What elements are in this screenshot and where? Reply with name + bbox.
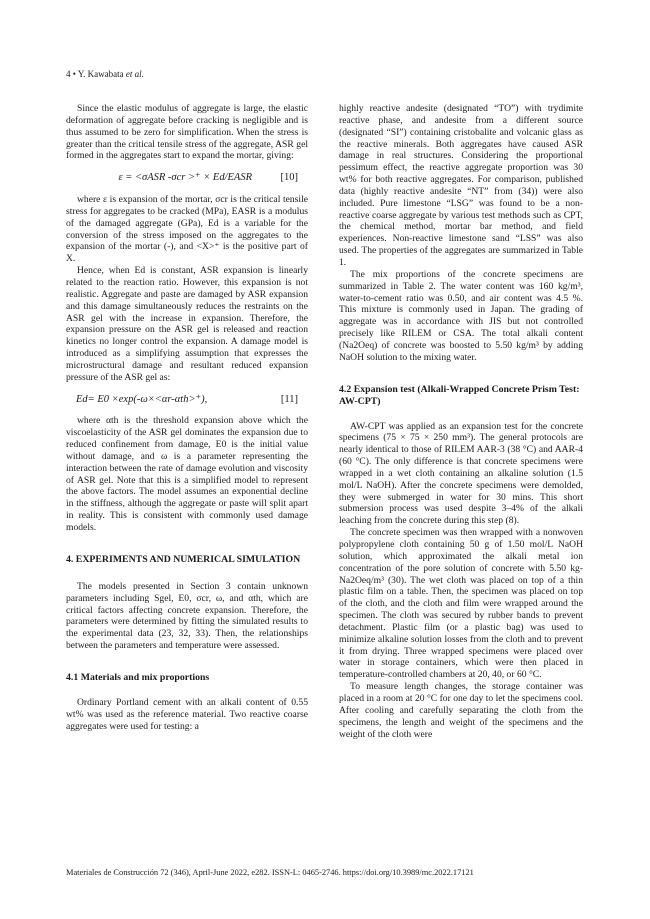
page-footer: Materiales de Construcción 72 (346), April-June 2022, e282. ISSN-L: 0465-2746. https://doi.org/10.3989/mc.2022.17121 <box>66 868 474 877</box>
left-column <box>66 103 308 732</box>
paragraph: Hence, when Ed is constant, ASR expansion is linearly related to the reaction ratio. However, this expansion is not realistic. Aggregate and paste are damaged by ASR expansion and this damage simultaneously reduces the restraints on the ASR gel with the increase in expansion. Therefore, the expansion pressure on the ASR gel is released and reaction kinetics no longer control the expansion. A damage model is introduced as a simplifying assumption that expresses the microstructural damage and resultant reduced expansion pressure of the ASR gel as: <box>66 265 308 383</box>
equation-expression: ε = <σASR -σcr >⁺ × Ed/EASR <box>118 172 253 184</box>
page-number: 4 • <box>66 69 76 79</box>
paragraph: The concrete specimen was then wrapped with a nonwoven polypropylene cloth containing 50 g of 1.50 mol/L NaOH solution, which approximated the alkali metal ion concentration of the pore solution of concrete with 5.50 kg-Na2Oeq/m³ (30). The wet cloth was placed on top of a thin plastic film on a table. Then, the specimen was placed on top of the cloth, and the cloth and film were wrapped around the specimen. The cloth was secured by rubber bands to prevent detachment. Plastic film (or a plastic bag) was used to minimize alkaline solution losses from the cloth and to prevent it from drying. Three wrapped specimens were placed over water in storage containers, which were then placed in temperature-controlled chambers at 20, 40, or 60 °C. <box>339 527 583 681</box>
section-heading: 4. EXPERIMENTS AND NUMERICAL SIMULATION <box>66 553 301 565</box>
equation-number: [11] <box>280 393 298 405</box>
equation-10 <box>66 172 308 184</box>
running-header <box>66 69 144 79</box>
subsection-heading: 4.1 Materials and mix proportions <box>66 671 210 683</box>
equation-number: [10] <box>280 172 298 184</box>
equation-11 <box>66 394 308 406</box>
paragraph: AW-CPT was applied as an expansion test for the concrete specimens (75 × 75 × 250 mm³). The general protocols are nearly identical to those of RILEM AAR-3 (38 °C) and AAR-4 (60 °C). The only difference is that concrete specimens were wrapped in a wet cloth containing an alkaline solution (1.5 mol/L NaOH). After the concrete specimens were demolded, they were submerged in water for 30 mins. This short submersion process was used despite 3–4% of the alkali leaching from the concrete during this step (8). <box>339 420 583 527</box>
paragraph: where ε is expansion of the mortar, σcr is the critical tensile stress for aggregates to be cracked (MPa), EASR is a modulus of the damaged aggregate (GPa), Ed is a variable for the conversion of the stress imposed on the aggregates to the expansion of the mortar (-), and <X>⁺ is the positive part of X. <box>66 194 308 265</box>
subsection-heading: 4.2 Expansion test (Alkali-Wrapped Concrete Prism Test: AW-CPT) <box>339 383 580 407</box>
paragraph: where αth is the threshold expansion above which the viscoelasticity of the ASR gel dominates the expansion due to reduced confinement from damage, E0 is the initial value without damage, and ω is a parameter representing the interaction between the rate of damage evolution and viscosity of ASR gel. Note that this is a simplified model to represent the above factors. The model assumes an exponential decline in the stiffness, although the aggregate or paste will split apart in reality. This is consistent with commonly used damage models. <box>66 415 308 533</box>
paragraph: Since the elastic modulus of aggregate is large, the elastic deformation of aggregate before cracking is negligible and is thus assumed to be zero for simplification. When the stress is greater than the critical tensile stress of the aggregate, ASR gel formed in the aggregates start to expand the mortar, giving: <box>66 103 308 162</box>
right-column <box>339 103 583 740</box>
header-authors: Y. Kawabata <box>77 69 124 79</box>
paragraph: The mix proportions of the concrete specimens are summarized in Table 2. The water content was 160 kg/m³, water-to-cement ratio was 0.50, and air content was 4.5 %. This mixture is commonly used in Japan. The grading of aggregate was in accordance with JIS but not controlled precisely like RILEM or CSA. The total alkali content (Na2Oeq) of concrete was boosted to 5.50 kg/m³ by adding NaOH solution to the mixing water. <box>339 268 583 363</box>
paragraph: Ordinary Portland cement with an alkali content of 0.55 wt% was used as the reference material. Two reactive coarse aggregates were used for testing: a <box>66 696 308 732</box>
paragraph: To measure length changes, the storage container was placed in a room at 20 °C for one day to let the specimens cool. After cooling and carefully separating the cloth from the specimens, the length and weight of the specimens and the weight of the cloth were <box>339 681 583 740</box>
equation-expression: Ed= E0 ×exp(-ω×<αr-αth>⁺), <box>76 393 208 405</box>
paragraph: The models presented in Section 3 contain unknown parameters including Sgel, E0, σcr, ω, and αth, which are critical factors affecting concrete expansion. Therefore, the parameters were determined by fitting the simulated results to the experimental data (23, 32, 33). Then, the relationships between the parameters and temperature were assessed. <box>66 580 308 652</box>
header-etal: et al. <box>125 69 144 79</box>
paragraph: highly reactive andesite (designated “TO”) with trydimite reactive phase, and andesite from a different source (designated “SI”) containing cristobalite and volcanic glass as the reactive minerals. Both aggregates have caused ASR damage in real structures. Considering the proportional pessimum effect, the reactive aggregate proportion was 30 wt% for both reactive aggregates. For comparison, published data (highly reactive andesite “NT” from (34)) were also included. Pure limestone “LSG” was found to be a non-reactive coarse aggregate by various test methods such as CPT, the chemical method, mortar bar method, and field experiences. Non-reactive limestone sand “LSS” was also used. The properties of the aggregates are summarized in Table 1. <box>339 103 583 268</box>
